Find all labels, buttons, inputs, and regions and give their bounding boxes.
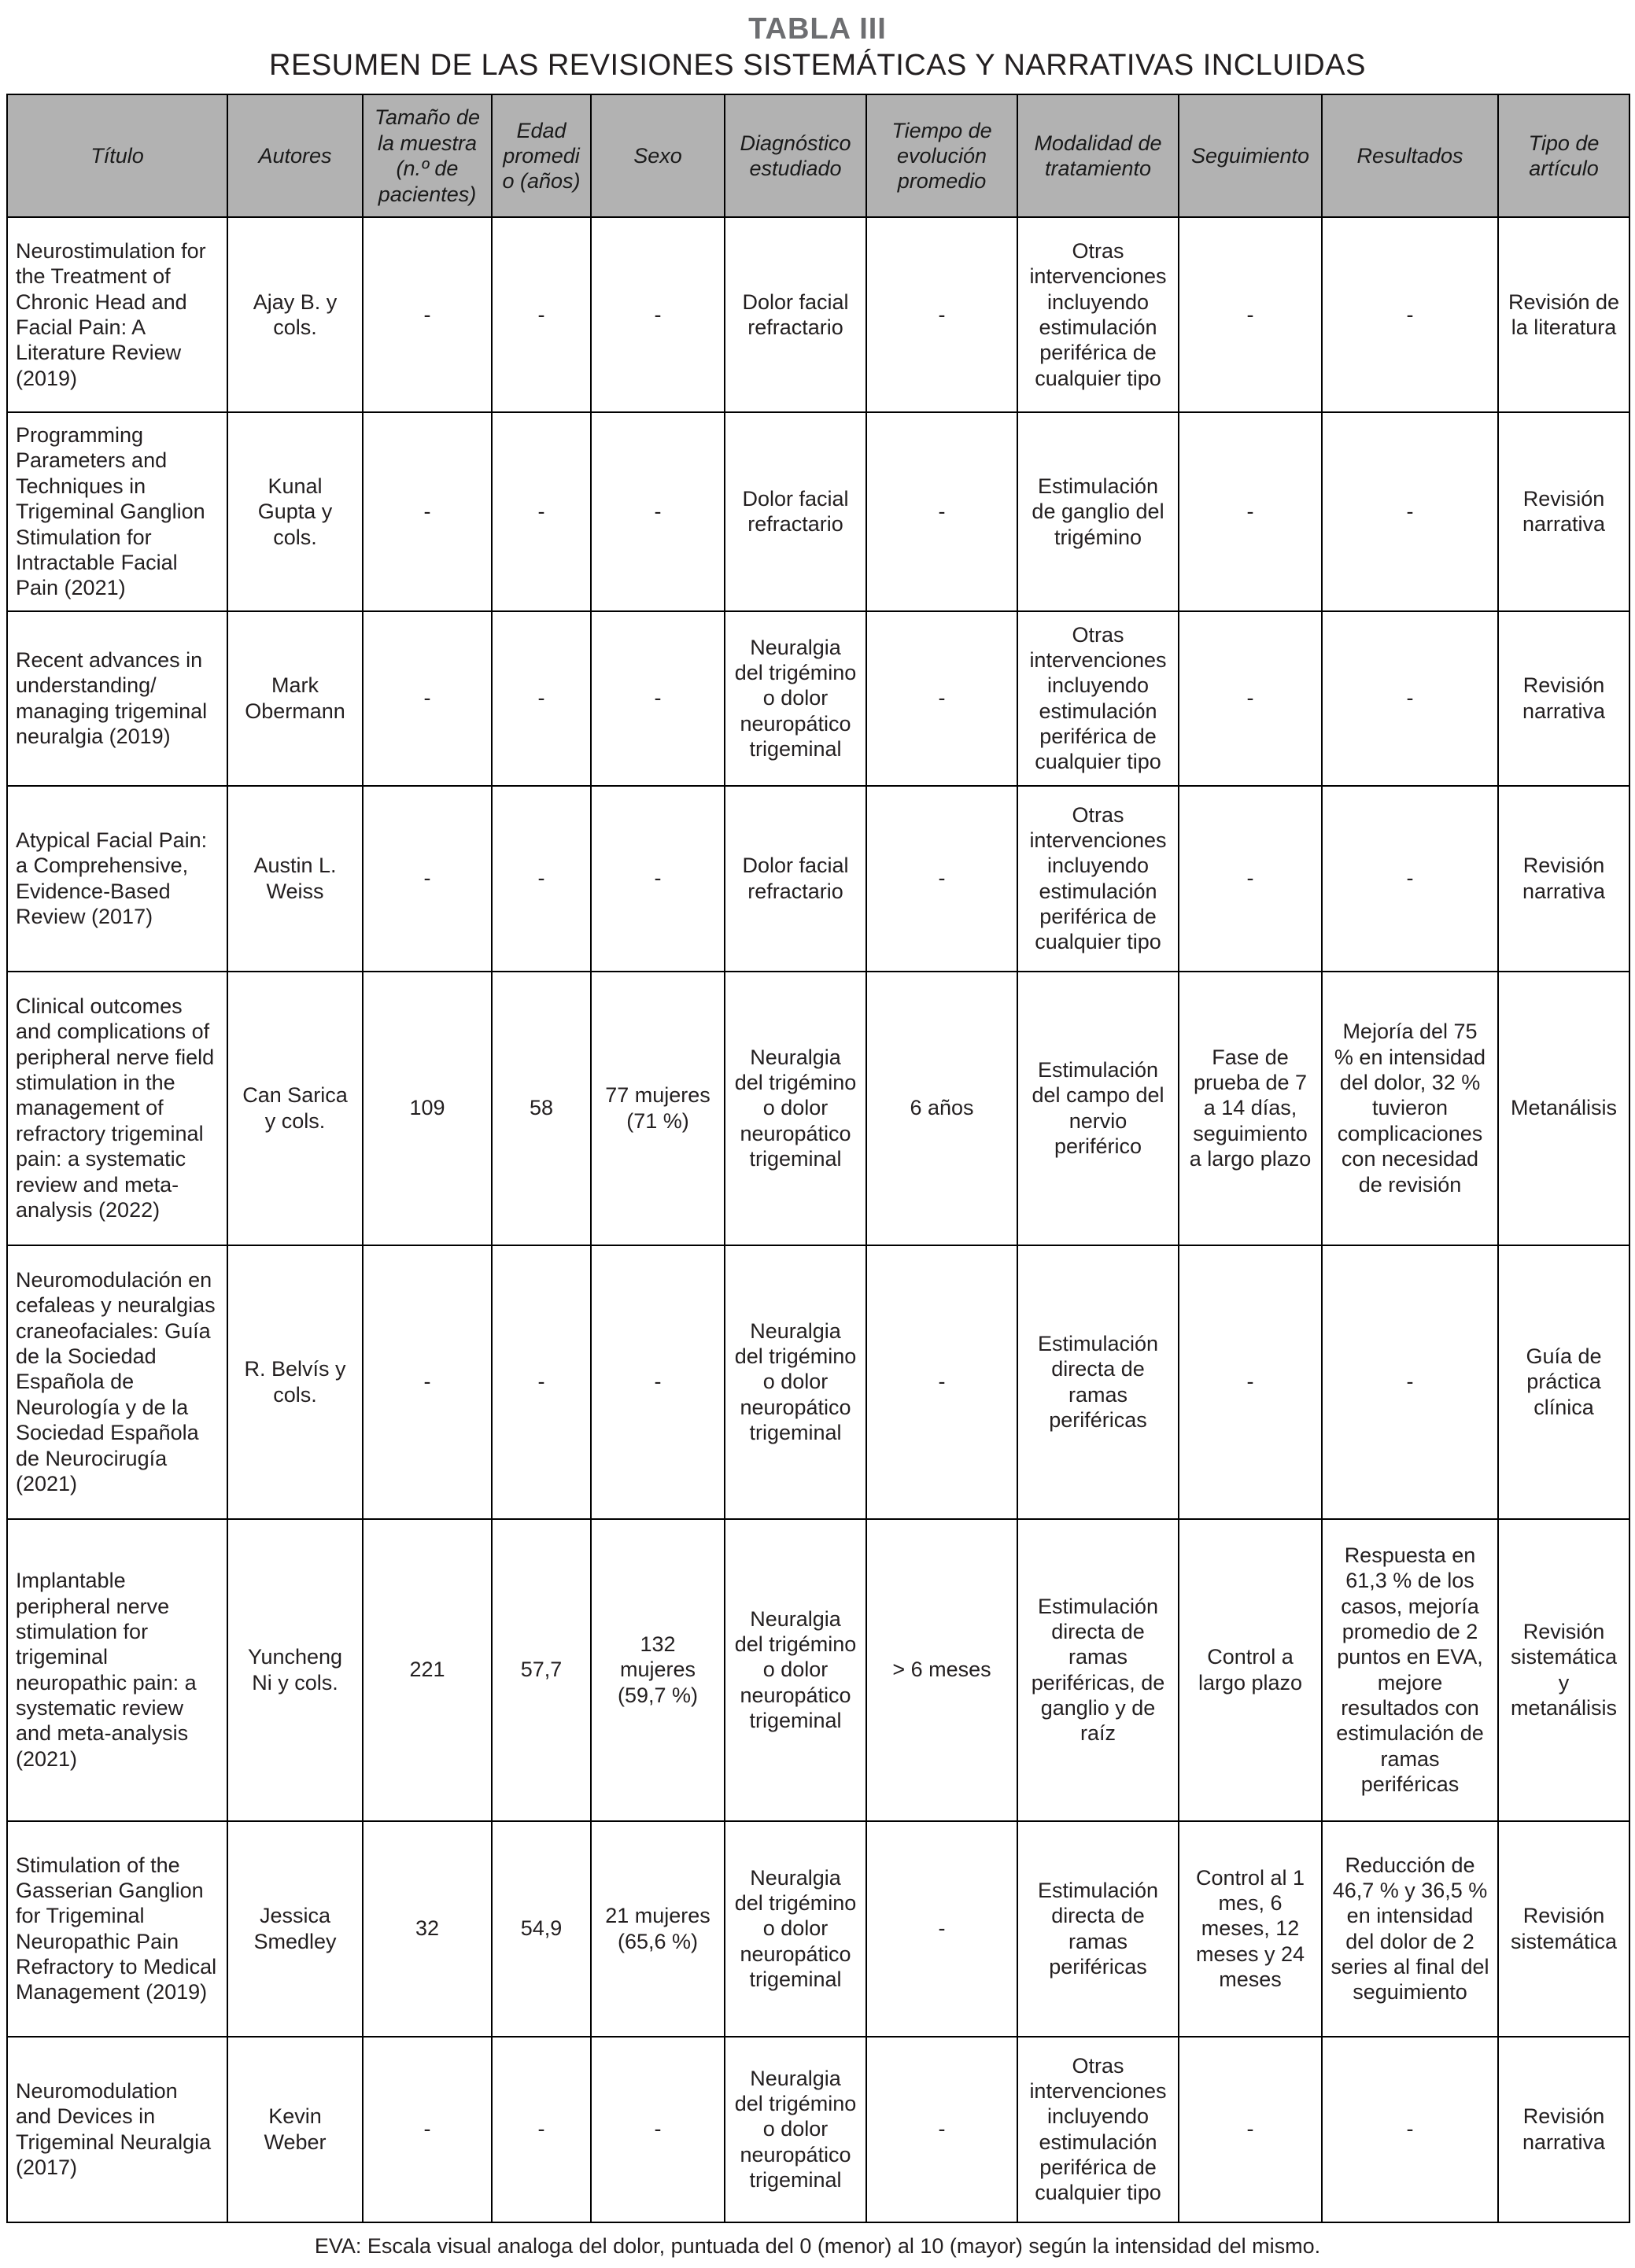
- column-header-sexo: Sexo: [591, 94, 725, 217]
- cell-edad-promedio: 57,7: [492, 1519, 591, 1821]
- cell-edad-promedio: 54,9: [492, 1821, 591, 2037]
- cell-titulo: Programming Parameters and Techniques in Trigeminal Ganglion Stimulation for Intractable Facial Pain (2021): [7, 412, 227, 611]
- column-header-tiempo-evolucion: Tiempo de evolución promedio: [866, 94, 1017, 217]
- cell-resultados: -: [1322, 2037, 1498, 2222]
- cell-tamano-muestra: 109: [363, 972, 492, 1245]
- cell-tipo-articulo: Revisión de la literatura: [1498, 217, 1629, 412]
- cell-tipo-articulo: Revisión narrativa: [1498, 611, 1629, 786]
- cell-seguimiento: -: [1179, 412, 1322, 611]
- cell-tamano-muestra: -: [363, 786, 492, 972]
- cell-tamano-muestra: -: [363, 1245, 492, 1519]
- cell-autores: Kevin Weber: [227, 2037, 363, 2222]
- table-subtitle: RESUMEN DE LAS REVISIONES SISTEMÁTICAS Y NARRATIVAS INCLUIDAS: [269, 48, 1366, 82]
- cell-edad-promedio: -: [492, 217, 591, 412]
- cell-diagnostico-estudiado: Neuralgia del trigémino o dolor neuropático trigeminal: [725, 1821, 866, 2037]
- cell-tamano-muestra: -: [363, 611, 492, 786]
- cell-diagnostico-estudiado: Neuralgia del trigémino o dolor neuropático trigeminal: [725, 972, 866, 1245]
- cell-tiempo-evolucion: -: [866, 1245, 1017, 1519]
- cell-autores: Jessica Smedley: [227, 1821, 363, 2037]
- table-row: [7, 786, 1629, 972]
- cell-modalidad-tratamiento: Otras intervenciones incluyendo estimulación periférica de cualquier tipo: [1017, 2037, 1179, 2222]
- table-row: [7, 1519, 1629, 1821]
- column-header-titulo: Título: [7, 94, 227, 217]
- cell-tiempo-evolucion: -: [866, 611, 1017, 786]
- cell-sexo: -: [591, 412, 725, 611]
- cell-modalidad-tratamiento: Estimulación directa de ramas periféricas: [1017, 1821, 1179, 2037]
- cell-sexo: 132 mujeres (59,7 %): [591, 1519, 725, 1821]
- column-header-tamano-muestra: Tamaño de la muestra (n.º de pacientes): [363, 94, 492, 217]
- cell-modalidad-tratamiento: Otras intervenciones incluyendo estimulación periférica de cualquier tipo: [1017, 217, 1179, 412]
- cell-resultados: -: [1322, 217, 1498, 412]
- cell-diagnostico-estudiado: Neuralgia del trigémino o dolor neuropático trigeminal: [725, 611, 866, 786]
- cell-edad-promedio: -: [492, 1245, 591, 1519]
- cell-autores: Ajay B. y cols.: [227, 217, 363, 412]
- cell-tiempo-evolucion: -: [866, 217, 1017, 412]
- table-caption: [6, 13, 1629, 83]
- cell-diagnostico-estudiado: Neuralgia del trigémino o dolor neuropático trigeminal: [725, 2037, 866, 2222]
- cell-modalidad-tratamiento: Otras intervenciones incluyendo estimulación periférica de cualquier tipo: [1017, 611, 1179, 786]
- cell-seguimiento: -: [1179, 2037, 1322, 2222]
- cell-resultados: -: [1322, 1245, 1498, 1519]
- cell-diagnostico-estudiado: Neuralgia del trigémino o dolor neuropático trigeminal: [725, 1245, 866, 1519]
- cell-titulo: Recent advances in understanding/ managing trigeminal neuralgia (2019): [7, 611, 227, 786]
- table-row: [7, 412, 1629, 611]
- cell-titulo: Neuromodulation and Devices in Trigeminal Neuralgia (2017): [7, 2037, 227, 2222]
- cell-modalidad-tratamiento: Estimulación directa de ramas periféricas, de ganglio y de raíz: [1017, 1519, 1179, 1821]
- cell-resultados: -: [1322, 786, 1498, 972]
- cell-resultados: -: [1322, 611, 1498, 786]
- column-header-modalidad-tratamiento: Modalidad de tratamiento: [1017, 94, 1179, 217]
- cell-tipo-articulo: Revisión narrativa: [1498, 412, 1629, 611]
- cell-modalidad-tratamiento: Estimulación directa de ramas periféricas: [1017, 1245, 1179, 1519]
- cell-titulo: Clinical outcomes and complications of peripheral nerve field stimulation in the management of refractory trigeminal pain: a systematic review and meta-analysis (2022): [7, 972, 227, 1245]
- systematic-reviews-table: [6, 94, 1630, 2222]
- cell-tiempo-evolucion: -: [866, 1821, 1017, 2037]
- cell-sexo: 21 mujeres (65,6 %): [591, 1821, 725, 2037]
- cell-autores: R. Belvís y cols.: [227, 1245, 363, 1519]
- cell-seguimiento: -: [1179, 217, 1322, 412]
- table-row: [7, 611, 1629, 786]
- cell-tipo-articulo: Metanálisis: [1498, 972, 1629, 1245]
- cell-modalidad-tratamiento: Estimulación del campo del nervio periférico: [1017, 972, 1179, 1245]
- cell-tipo-articulo: Revisión narrativa: [1498, 786, 1629, 972]
- cell-titulo: Implantable peripheral nerve stimulation for trigeminal neuropathic pain: a systematic review and meta-analysis (2021): [7, 1519, 227, 1821]
- cell-seguimiento: -: [1179, 786, 1322, 972]
- cell-sexo: -: [591, 1245, 725, 1519]
- cell-tamano-muestra: -: [363, 217, 492, 412]
- cell-seguimiento: Control a largo plazo: [1179, 1519, 1322, 1821]
- cell-autores: Kunal Gupta y cols.: [227, 412, 363, 611]
- cell-tamano-muestra: 32: [363, 1821, 492, 2037]
- cell-edad-promedio: -: [492, 412, 591, 611]
- cell-tamano-muestra: -: [363, 2037, 492, 2222]
- table-row: [7, 2037, 1629, 2222]
- cell-sexo: -: [591, 786, 725, 972]
- cell-resultados: Mejoría del 75 % en intensidad del dolor, 32 % tuvieron complicaciones con necesidad de revisión: [1322, 972, 1498, 1245]
- cell-tiempo-evolucion: -: [866, 786, 1017, 972]
- cell-seguimiento: Control al 1 mes, 6 meses, 12 meses y 24 meses: [1179, 1821, 1322, 2037]
- table-header: [7, 94, 1629, 217]
- table-row: [7, 972, 1629, 1245]
- cell-tiempo-evolucion: -: [866, 412, 1017, 611]
- cell-sexo: -: [591, 217, 725, 412]
- column-header-seguimiento: Seguimiento: [1179, 94, 1322, 217]
- cell-modalidad-tratamiento: Otras intervenciones incluyendo estimulación periférica de cualquier tipo: [1017, 786, 1179, 972]
- cell-diagnostico-estudiado: Dolor facial refractario: [725, 217, 866, 412]
- cell-tiempo-evolucion: 6 años: [866, 972, 1017, 1245]
- table-body: [7, 217, 1629, 2222]
- cell-resultados: Respuesta en 61,3 % de los casos, mejoría promedio de 2 puntos en EVA, mejore resultados con estimulación de ramas periféricas: [1322, 1519, 1498, 1821]
- header-row: [7, 94, 1629, 217]
- table-row: [7, 217, 1629, 412]
- cell-modalidad-tratamiento: Estimulación de ganglio del trigémino: [1017, 412, 1179, 611]
- cell-edad-promedio: 58: [492, 972, 591, 1245]
- cell-autores: Can Sarica y cols.: [227, 972, 363, 1245]
- cell-seguimiento: -: [1179, 611, 1322, 786]
- cell-tiempo-evolucion: > 6 meses: [866, 1519, 1017, 1821]
- table-row: [7, 1245, 1629, 1519]
- table-footnote: EVA: Escala visual analoga del dolor, puntuada del 0 (menor) al 10 (mayor) según la intensidad del mismo.: [314, 2233, 1321, 2258]
- cell-tamano-muestra: 221: [363, 1519, 492, 1821]
- cell-tipo-articulo: Revisión narrativa: [1498, 2037, 1629, 2222]
- cell-tipo-articulo: Revisión sistemática y metanálisis: [1498, 1519, 1629, 1821]
- cell-titulo: Neuromodulación en cefaleas y neuralgias craneofaciales: Guía de la Sociedad Española de Neurología y de la Sociedad Española de Neurocirugía (2021): [7, 1245, 227, 1519]
- column-header-edad-promedio: Edad promedio (años): [492, 94, 591, 217]
- cell-tipo-articulo: Revisión sistemática: [1498, 1821, 1629, 2037]
- cell-autores: Mark Obermann: [227, 611, 363, 786]
- cell-edad-promedio: -: [492, 2037, 591, 2222]
- cell-tamano-muestra: -: [363, 412, 492, 611]
- cell-tiempo-evolucion: -: [866, 2037, 1017, 2222]
- column-header-autores: Autores: [227, 94, 363, 217]
- cell-resultados: Reducción de 46,7 % y 36,5 % en intensidad del dolor de 2 series al final del seguimiento: [1322, 1821, 1498, 2037]
- cell-seguimiento: Fase de prueba de 7 a 14 días, seguimiento a largo plazo: [1179, 972, 1322, 1245]
- cell-tipo-articulo: Guía de práctica clínica: [1498, 1245, 1629, 1519]
- cell-edad-promedio: -: [492, 786, 591, 972]
- column-header-resultados: Resultados: [1322, 94, 1498, 217]
- column-header-diagnostico-estudiado: Diagnóstico estudiado: [725, 94, 866, 217]
- cell-sexo: -: [591, 2037, 725, 2222]
- table-row: [7, 1821, 1629, 2037]
- table-title: TABLA III: [748, 13, 887, 46]
- cell-edad-promedio: -: [492, 611, 591, 786]
- cell-diagnostico-estudiado: Neuralgia del trigémino o dolor neuropático trigeminal: [725, 1519, 866, 1821]
- cell-autores: Austin L. Weiss: [227, 786, 363, 972]
- cell-sexo: 77 mujeres (71 %): [591, 972, 725, 1245]
- column-header-tipo-articulo: Tipo de artículo: [1498, 94, 1629, 217]
- cell-titulo: Atypical Facial Pain: a Comprehensive, Evidence-Based Review (2017): [7, 786, 227, 972]
- cell-diagnostico-estudiado: Dolor facial refractario: [725, 786, 866, 972]
- cell-seguimiento: -: [1179, 1245, 1322, 1519]
- cell-sexo: -: [591, 611, 725, 786]
- cell-titulo: Stimulation of the Gasserian Ganglion for Trigeminal Neuropathic Pain Refractory to Medical Management (2019): [7, 1821, 227, 2037]
- cell-titulo: Neurostimulation for the Treatment of Chronic Head and Facial Pain: A Literature Review (2019): [7, 217, 227, 412]
- cell-diagnostico-estudiado: Dolor facial refractario: [725, 412, 866, 611]
- cell-resultados: -: [1322, 412, 1498, 611]
- cell-autores: Yuncheng Ni y cols.: [227, 1519, 363, 1821]
